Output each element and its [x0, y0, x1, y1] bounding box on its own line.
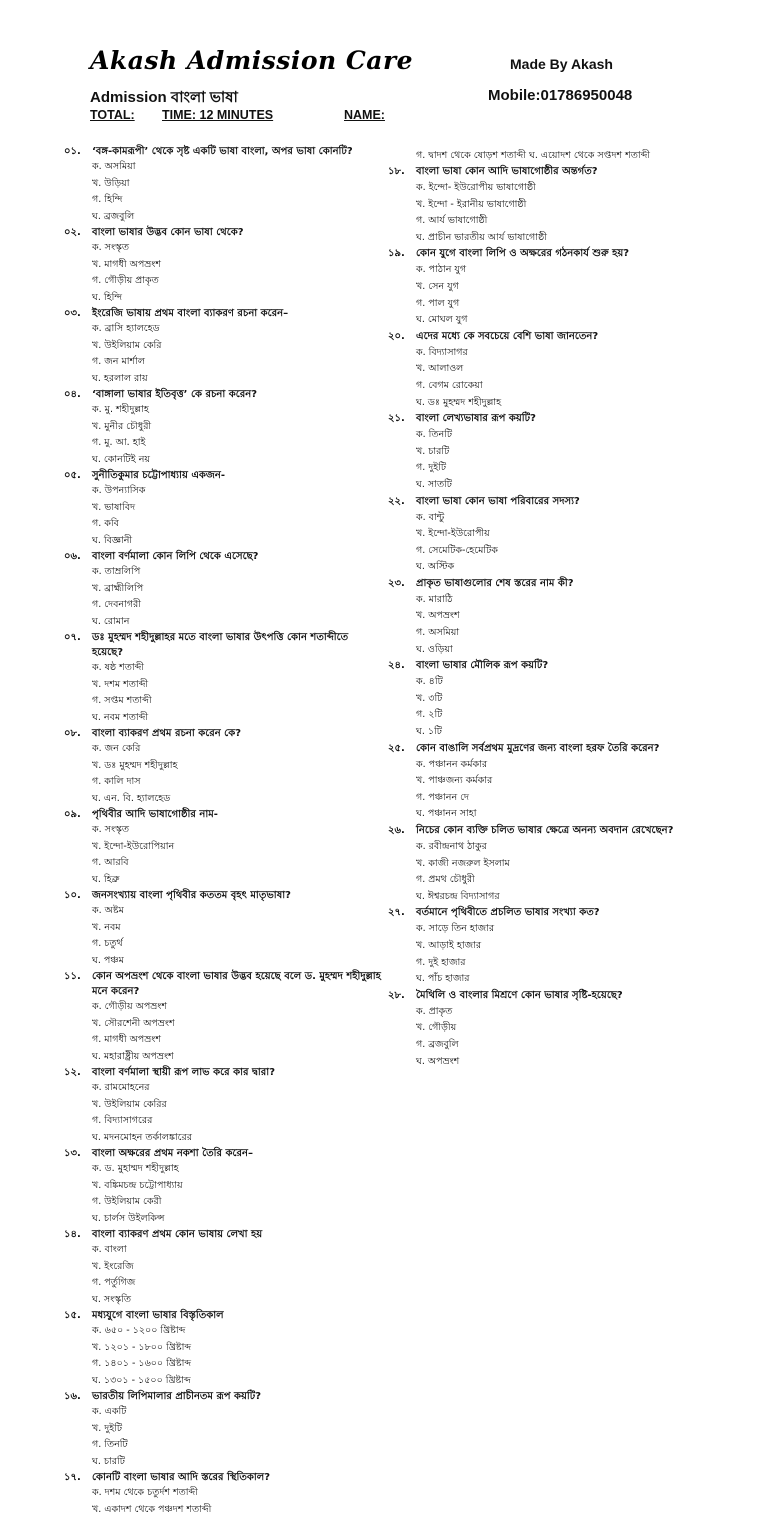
answer-option: খ. ইন্দো-ইউরোপীয় — [416, 526, 553, 543]
question-text: বাংলা ব্যাকরণ প্রথম রচনা করেন কে? — [92, 726, 382, 741]
question-text: এদের মধ্যে কে সবচেয়ে বেশি ভাষা জানতেন? — [416, 329, 688, 345]
answer-option: খ. উইলিয়াম কেরি — [92, 338, 237, 355]
answer-option: ঘ. অস্টিক — [416, 559, 553, 576]
answer-option: গ. চতুর্থ — [92, 936, 237, 953]
answer-option: গ. আরবি — [92, 855, 237, 872]
made-by-label: Made By Akash — [510, 56, 613, 72]
options-row — [64, 741, 382, 807]
question-continuation: গ. দ্বাদশ থেকে ষোড়শ শতাব্দী ঘ. এয়োদশ থেকে সপ্তদশ শতাব্দী — [388, 147, 688, 164]
question-item — [388, 823, 688, 905]
answer-option: খ. ভাষাবিদ — [92, 500, 237, 517]
answer-option: খ. বঙ্কিমচন্দ্র চট্টোপাধ্যায় — [92, 1178, 237, 1195]
question-number: ১৪. — [64, 1227, 92, 1242]
question-header — [388, 741, 688, 757]
question-number: ০২. — [64, 225, 92, 240]
subject-title: Admission বাংলা ভাষা — [90, 86, 238, 111]
question-text: বাংলা ব্যাকরণ প্রথম কোন ভাষায় লেখা হয় — [92, 1227, 382, 1242]
options-row — [64, 903, 382, 969]
question-text: ‘বঙ্গ-কামরূপী’ থেকে সৃষ্ট একটি ভাষা বাংলা, অপর ভাষা কোনটি? — [92, 144, 382, 159]
answer-option: গ. জন মার্শাল — [92, 354, 237, 371]
question-number: ১৯. — [388, 246, 416, 262]
answer-option: গ. হিন্দি — [92, 192, 237, 209]
options-row — [64, 321, 382, 387]
answer-option: ক. রবীন্দ্রনাথ ঠাকুর — [416, 839, 553, 856]
question-number: ২০. — [388, 329, 416, 345]
question-number: ০৭. — [64, 630, 92, 660]
options-row — [388, 592, 688, 658]
answer-option: খ. ব্রাহ্মীলিপি — [92, 581, 237, 598]
question-header — [64, 630, 382, 660]
question-header — [388, 164, 688, 180]
question-number: ২৩. — [388, 576, 416, 592]
question-number: ২৪. — [388, 658, 416, 674]
answer-option: গ. বিদ্যাসাগরের — [92, 1113, 237, 1130]
answer-option: ঘ. এন. বি. হ্যালহেড — [92, 791, 237, 808]
answer-option: ক. ষষ্ঠ শতাব্দী — [92, 660, 237, 677]
question-text: বর্তমানে পৃথিবীতে প্রচলিত ভাষার সংখ্যা কত? — [416, 905, 688, 921]
question-number: ১৭. — [64, 1470, 92, 1485]
options-row — [64, 1242, 382, 1308]
question-text: নিচের কোন ব্যক্তি চলিত ভাষার ক্ষেত্রে অনন্য অবদান রেখেছেন? — [416, 823, 688, 839]
answer-option: খ. অপভ্রংশ — [416, 608, 553, 625]
question-text: কোন অপভ্রংশ থেকে বাংলা ভাষার উদ্ভব হয়েছে বলে ড. মুহম্মদ শহীদুল্লাহ মনে করেন? — [92, 969, 382, 999]
answer-option: ঘ. প্রাচীন ভারতীয় আর্য ভাষাগোষ্ঠী — [416, 230, 553, 247]
answer-option: খ. আড়াই হাজার — [416, 938, 553, 955]
answer-option: ক. ড. মুহাম্মদ শহীদুল্লাহ — [92, 1161, 237, 1178]
question-text: বাংলা লেখ্যভাষার রূপ কয়টি? — [416, 411, 688, 427]
answer-option: খ. উড়িয়া — [92, 176, 237, 193]
question-text: বাংলা বর্ণমালা স্থায়ী রূপ লাভ করে কার দ্বারা? — [92, 1065, 382, 1080]
answer-option: ক. তিনটি — [416, 427, 553, 444]
answer-option: ক. সাড়ে তিন হাজার — [416, 921, 553, 938]
question-header — [64, 306, 382, 321]
question-header — [64, 726, 382, 741]
question-text: প্রাকৃত ভাষাগুলোর শেষ স্তরের নাম কী? — [416, 576, 688, 592]
left-question-column — [64, 144, 382, 1518]
question-item — [64, 630, 382, 726]
answer-option: ঘ. বিজ্ঞানী — [92, 533, 237, 550]
answer-option: ক. দশম থেকে চতুর্দশ শতাব্দী — [92, 1485, 237, 1502]
answer-option: ঘ. ব্রজবুলি — [92, 209, 237, 226]
question-number: ২৭. — [388, 905, 416, 921]
question-text: কোন যুগে বাংলা লিপি ও অক্ষরের গঠনকার্য শুরু হয়? — [416, 246, 688, 262]
question-item — [64, 888, 382, 969]
question-number: ০১. — [64, 144, 92, 159]
options-row — [64, 564, 382, 630]
question-item — [64, 969, 382, 1065]
question-number: ০৯. — [64, 807, 92, 822]
answer-option: খ. সৌরশেনী অপভ্রংশ — [92, 1016, 237, 1033]
answer-option: গ. দুইটি — [416, 460, 553, 477]
answer-option: গ. বেগম রোকেয়া — [416, 378, 553, 395]
question-number: ১৮. — [388, 164, 416, 180]
question-header — [64, 468, 382, 483]
options-row — [64, 240, 382, 306]
question-item — [388, 164, 688, 246]
answer-option: খ. মাগধী অপভ্রংশ — [92, 257, 237, 274]
question-header — [64, 387, 382, 402]
options-row — [388, 427, 688, 493]
answer-option: গ. ব্রজবুলি — [416, 1037, 553, 1054]
answer-option: গ. অসমিয়া — [416, 625, 553, 642]
question-number: ০৮. — [64, 726, 92, 741]
question-number: ১৫. — [64, 1308, 92, 1323]
answer-option: গ. সপ্তম শতাব্দী — [92, 693, 237, 710]
question-item — [64, 1308, 382, 1389]
question-item — [64, 387, 382, 468]
question-item — [388, 411, 688, 493]
answer-option: খ. চারটি — [416, 444, 553, 461]
question-number: ১০. — [64, 888, 92, 903]
answer-option: ঘ. ডঃ মুহম্মদ শহীদুল্লাহ — [416, 395, 553, 412]
answer-option: ঘ. রোমান — [92, 614, 237, 631]
answer-option: খ. ১২০১ - ১৮০০ খ্রিষ্টাব্দ — [92, 1340, 237, 1357]
question-header — [64, 225, 382, 240]
answer-option: খ. কাজী নজরুল ইসলাম — [416, 856, 553, 873]
options-row — [64, 1161, 382, 1227]
question-number: ১৬. — [64, 1389, 92, 1404]
question-item — [64, 306, 382, 387]
question-item — [64, 1146, 382, 1227]
question-header — [64, 807, 382, 822]
answer-option: গ. পঞ্চানন দে — [416, 790, 553, 807]
question-header — [388, 246, 688, 262]
options-row — [388, 345, 688, 411]
answer-option: ঘ. সাতটি — [416, 477, 553, 494]
answer-option: ক. একটি — [92, 1404, 237, 1421]
question-header — [64, 1146, 382, 1161]
question-number: ১১. — [64, 969, 92, 999]
question-item — [64, 144, 382, 225]
options-row — [388, 674, 688, 740]
options-row — [64, 402, 382, 468]
name-label: NAME: — [344, 108, 385, 122]
answer-option: গ. ২টি — [416, 707, 553, 724]
answer-option: ঘ. হরলাল রায় — [92, 371, 237, 388]
answer-option: গ. প্রমথ চৌধুরী — [416, 872, 553, 889]
answer-option: ঘ. নবম শতাব্দী — [92, 710, 237, 727]
options-row — [64, 999, 382, 1065]
answer-option: ক. প্রাকৃত — [416, 1004, 553, 1021]
answer-option: গ. পর্তুগিজ — [92, 1275, 237, 1292]
answer-option: গ. আর্য ভাষাগোষ্ঠী — [416, 213, 553, 230]
answer-option: ক. অসমিয়া — [92, 159, 237, 176]
question-header — [64, 144, 382, 159]
question-header — [64, 1470, 382, 1485]
options-row — [388, 1004, 688, 1070]
question-header — [64, 1065, 382, 1080]
options-row — [388, 921, 688, 987]
answer-option: গ. তিনটি — [92, 1437, 237, 1454]
answer-option: ক. বিদ্যাসাগর — [416, 345, 553, 362]
question-number: ১৩. — [64, 1146, 92, 1161]
answer-option: খ. সেন যুগ — [416, 279, 553, 296]
options-row — [64, 1323, 382, 1389]
question-item — [64, 225, 382, 306]
question-header — [388, 988, 688, 1004]
question-header — [64, 1227, 382, 1242]
question-number: ২১. — [388, 411, 416, 427]
question-item — [64, 1389, 382, 1470]
question-header — [388, 905, 688, 921]
answer-option: ক. জন কেরি — [92, 741, 237, 758]
question-text: বাংলা ভাষা কোন আদি ভাষাগোষ্ঠীর অন্তর্গত? — [416, 164, 688, 180]
answer-option: গ. কবি — [92, 516, 237, 533]
options-row — [64, 159, 382, 225]
answer-option: ক. উপন্যাসিক — [92, 483, 237, 500]
answer-option: ক. সংস্কৃত — [92, 240, 237, 257]
answer-option: খ. গৌড়ীয় — [416, 1020, 553, 1037]
question-item — [388, 576, 688, 658]
answer-option: ঘ. ওড়িয়া — [416, 642, 553, 659]
answer-option: গ. সেমেটিক-হেমেটিক — [416, 543, 553, 560]
options-row — [388, 262, 688, 328]
question-header — [64, 549, 382, 564]
answer-option: ঘ. হিব্রু — [92, 872, 237, 889]
answer-option: খ. আলাওল — [416, 361, 553, 378]
answer-option: খ. ৩টি — [416, 691, 553, 708]
answer-option: ক. ব্রাসি হ্যালহেড — [92, 321, 237, 338]
answer-option: ঘ. পঞ্চানন সাহা — [416, 806, 553, 823]
answer-option: ক. তাম্রলিপি — [92, 564, 237, 581]
question-text: সুনীতিকুমার চট্টোপাধ্যায় একজন- — [92, 468, 382, 483]
question-text: ইংরেজি ভাষায় প্রথম বাংলা ব্যাকরণ রচনা করেন– — [92, 306, 382, 321]
answer-option: ঘ. পঞ্চম — [92, 953, 237, 970]
question-item — [388, 905, 688, 987]
question-number: ০৪. — [64, 387, 92, 402]
answer-option: গ. মাগধী অপভ্রংশ — [92, 1032, 237, 1049]
answer-option: ঘ. চারটি — [92, 1454, 237, 1471]
question-text: পৃথিবীর আদি ভাষাগোষ্ঠীর নাম- — [92, 807, 382, 822]
question-number: ২৬. — [388, 823, 416, 839]
answer-option: ঘ. কোনটিই নয় — [92, 452, 237, 469]
answer-option: খ. মুনীর চৌধুরী — [92, 419, 237, 436]
question-item — [64, 1065, 382, 1146]
question-item — [64, 807, 382, 888]
options-row — [64, 483, 382, 549]
answer-option: গ. গৌড়ীয় প্রাকৃত — [92, 273, 237, 290]
question-item — [388, 658, 688, 740]
question-item — [64, 1470, 382, 1518]
answer-option: খ. পাঞ্চজন্য কর্মকার — [416, 773, 553, 790]
options-row — [64, 660, 382, 726]
answer-option: খ. একাদশ থেকে পঞ্চদশ শতাব্দী — [92, 1502, 237, 1518]
answer-option: গ. দেবনাগরী — [92, 597, 237, 614]
question-header — [388, 494, 688, 510]
options-row — [64, 1404, 382, 1470]
question-number: ০৫. — [64, 468, 92, 483]
answer-option: খ. দুইটি — [92, 1421, 237, 1438]
answer-option: ঘ. চার্লস উইলকিন্স — [92, 1211, 237, 1228]
time-label: TIME: 12 MINUTES — [162, 108, 273, 122]
answer-option: খ. দশম শতাব্দী — [92, 677, 237, 694]
answer-option: ঘ. ১টি — [416, 724, 553, 741]
answer-option: ঘ. হিন্দি — [92, 290, 237, 307]
answer-option: খ. নবম — [92, 920, 237, 937]
options-row — [64, 822, 382, 888]
question-item — [388, 329, 688, 411]
answer-option: গ. পাল যুগ — [416, 296, 553, 313]
answer-option: ঘ. মোঘল যুগ — [416, 312, 553, 329]
options-row — [388, 839, 688, 905]
options-row — [64, 1080, 382, 1146]
question-header — [64, 1308, 382, 1323]
question-text: কোনটি বাংলা ভাষার আদি স্তরের স্থিতিকাল? — [92, 1470, 382, 1485]
options-row — [64, 1485, 382, 1518]
question-text: বাংলা অক্ষরের প্রথম নকশা তৈরি করেন– — [92, 1146, 382, 1161]
answer-option: ক. ৬৫০ - ১২০০ খ্রিষ্টাব্দ — [92, 1323, 237, 1340]
answer-option: গ. মু. আ. হাই — [92, 435, 237, 452]
answer-option: ঘ. অপভ্রংশ — [416, 1054, 553, 1071]
question-item — [64, 468, 382, 549]
question-item — [388, 246, 688, 328]
options-row — [388, 510, 688, 576]
question-text: বাংলা ভাষার মৌলিক রূপ কয়টি? — [416, 658, 688, 674]
question-text: ভারতীয় লিপিমালার প্রাচীনতম রূপ কয়টি? — [92, 1389, 382, 1404]
question-item — [388, 988, 688, 1070]
answer-option: ঘ. মদনমোহন তর্কালঙ্কারের — [92, 1130, 237, 1147]
mobile-number: Mobile:01786950048 — [488, 87, 632, 104]
question-text: বাংলা বর্ণমালা কোন লিপি থেকে এসেছে? — [92, 549, 382, 564]
options-row — [388, 757, 688, 823]
answer-option: ঘ. সংস্কৃতি — [92, 1292, 237, 1309]
options-row — [388, 180, 688, 246]
answer-option: ঘ. মহারাষ্ট্রীয় অপভ্রংশ — [92, 1049, 237, 1066]
answer-option: গ. দুই হাজার — [416, 955, 553, 972]
question-text: কোন বাঙালি সর্বপ্রথম মুদ্রণের জন্য বাংলা হরফ তৈরি করেন? — [416, 741, 688, 757]
answer-option: গ. কালি দাস — [92, 774, 237, 791]
answer-option: গ. উইলিয়াম কেরী — [92, 1194, 237, 1211]
question-header — [64, 969, 382, 999]
answer-option: ঘ. ১৩০১ - ১৫০০ খ্রিষ্টাব্দ — [92, 1373, 237, 1390]
question-header — [388, 823, 688, 839]
answer-option: ক. পাঠান যুগ — [416, 262, 553, 279]
question-text: বাংলা ভাষার উদ্ভব কোন ভাষা থেকে? — [92, 225, 382, 240]
question-number: ২২. — [388, 494, 416, 510]
answer-option: ক. রামমোহনের — [92, 1080, 237, 1097]
question-number: ২৮. — [388, 988, 416, 1004]
answer-option: ক. ইন্দো- ইউরোপীয় ভাষাগোষ্ঠী — [416, 180, 553, 197]
question-text: ডঃ মুহম্মদ শহীদুল্লাহর মতে বাংলা ভাষার উৎপত্তি কোন শতাব্দীতে হয়েছে? — [92, 630, 382, 660]
question-number: ০৬. — [64, 549, 92, 564]
answer-option: ক. বাংলা — [92, 1242, 237, 1259]
answer-option: গ. ১৪০১ - ১৬০০ খ্রিষ্টাব্দ — [92, 1356, 237, 1373]
question-item — [64, 1227, 382, 1308]
question-item — [64, 726, 382, 807]
question-item — [388, 494, 688, 576]
question-item — [388, 741, 688, 823]
question-number: ২৫. — [388, 741, 416, 757]
answer-option: ক. অষ্টম — [92, 903, 237, 920]
answer-option: ক. মারাঠি — [416, 592, 553, 609]
question-header — [388, 411, 688, 427]
answer-option: ক. মু. শহীদুল্লাহ — [92, 402, 237, 419]
question-header — [388, 576, 688, 592]
answer-option: খ. ইংরেজি — [92, 1259, 237, 1276]
brand-title: Akash Admission Care — [90, 46, 413, 75]
total-label: TOTAL: — [90, 108, 135, 122]
answer-option: খ. ইন্দো-ইউরোপিয়ান — [92, 839, 237, 856]
question-header — [388, 658, 688, 674]
answer-option: ক. সংস্কৃত — [92, 822, 237, 839]
answer-option: ক. ৪টি — [416, 674, 553, 691]
question-header — [64, 888, 382, 903]
answer-option: খ. উইলিয়াম কেরির — [92, 1097, 237, 1114]
question-number: ০৩. — [64, 306, 92, 321]
answer-option: ক. গৌড়ীয় অপভ্রংশ — [92, 999, 237, 1016]
answer-option: ক. বান্টু — [416, 510, 553, 527]
question-text: ‘বাঙ্গালা ভাষার ইতিবৃত্ত’ কে রচনা করেন? — [92, 387, 382, 402]
right-question-column — [388, 147, 688, 1070]
answer-option: ঘ. ঈশ্বরচন্দ্র বিদ্যাসাগর — [416, 889, 553, 906]
question-text: মৈথিলি ও বাংলার মিশ্রণে কোন ভাষার সৃষ্টি-হয়েছে? — [416, 988, 688, 1004]
question-header — [388, 329, 688, 345]
question-number: ১২. — [64, 1065, 92, 1080]
question-text: জনসংখ্যায় বাংলা পৃথিবীর কততম বৃহৎ মাতৃভাষা? — [92, 888, 382, 903]
question-text: বাংলা ভাষা কোন ভাষা পরিবারের সদস্য? — [416, 494, 688, 510]
answer-option: ক. পঞ্চানন কর্মকার — [416, 757, 553, 774]
answer-option: খ. ডঃ মুহম্মদ শহীদুল্লাহ — [92, 758, 237, 775]
question-header — [64, 1389, 382, 1404]
question-item — [64, 549, 382, 630]
answer-option: খ. ইন্দো - ইরানীয় ভাষাগোষ্ঠী — [416, 197, 553, 214]
answer-option: ঘ. পাঁচ হাজার — [416, 971, 553, 988]
question-text: মধ্যযুগে বাংলা ভাষার বিস্তৃতিকাল — [92, 1308, 382, 1323]
